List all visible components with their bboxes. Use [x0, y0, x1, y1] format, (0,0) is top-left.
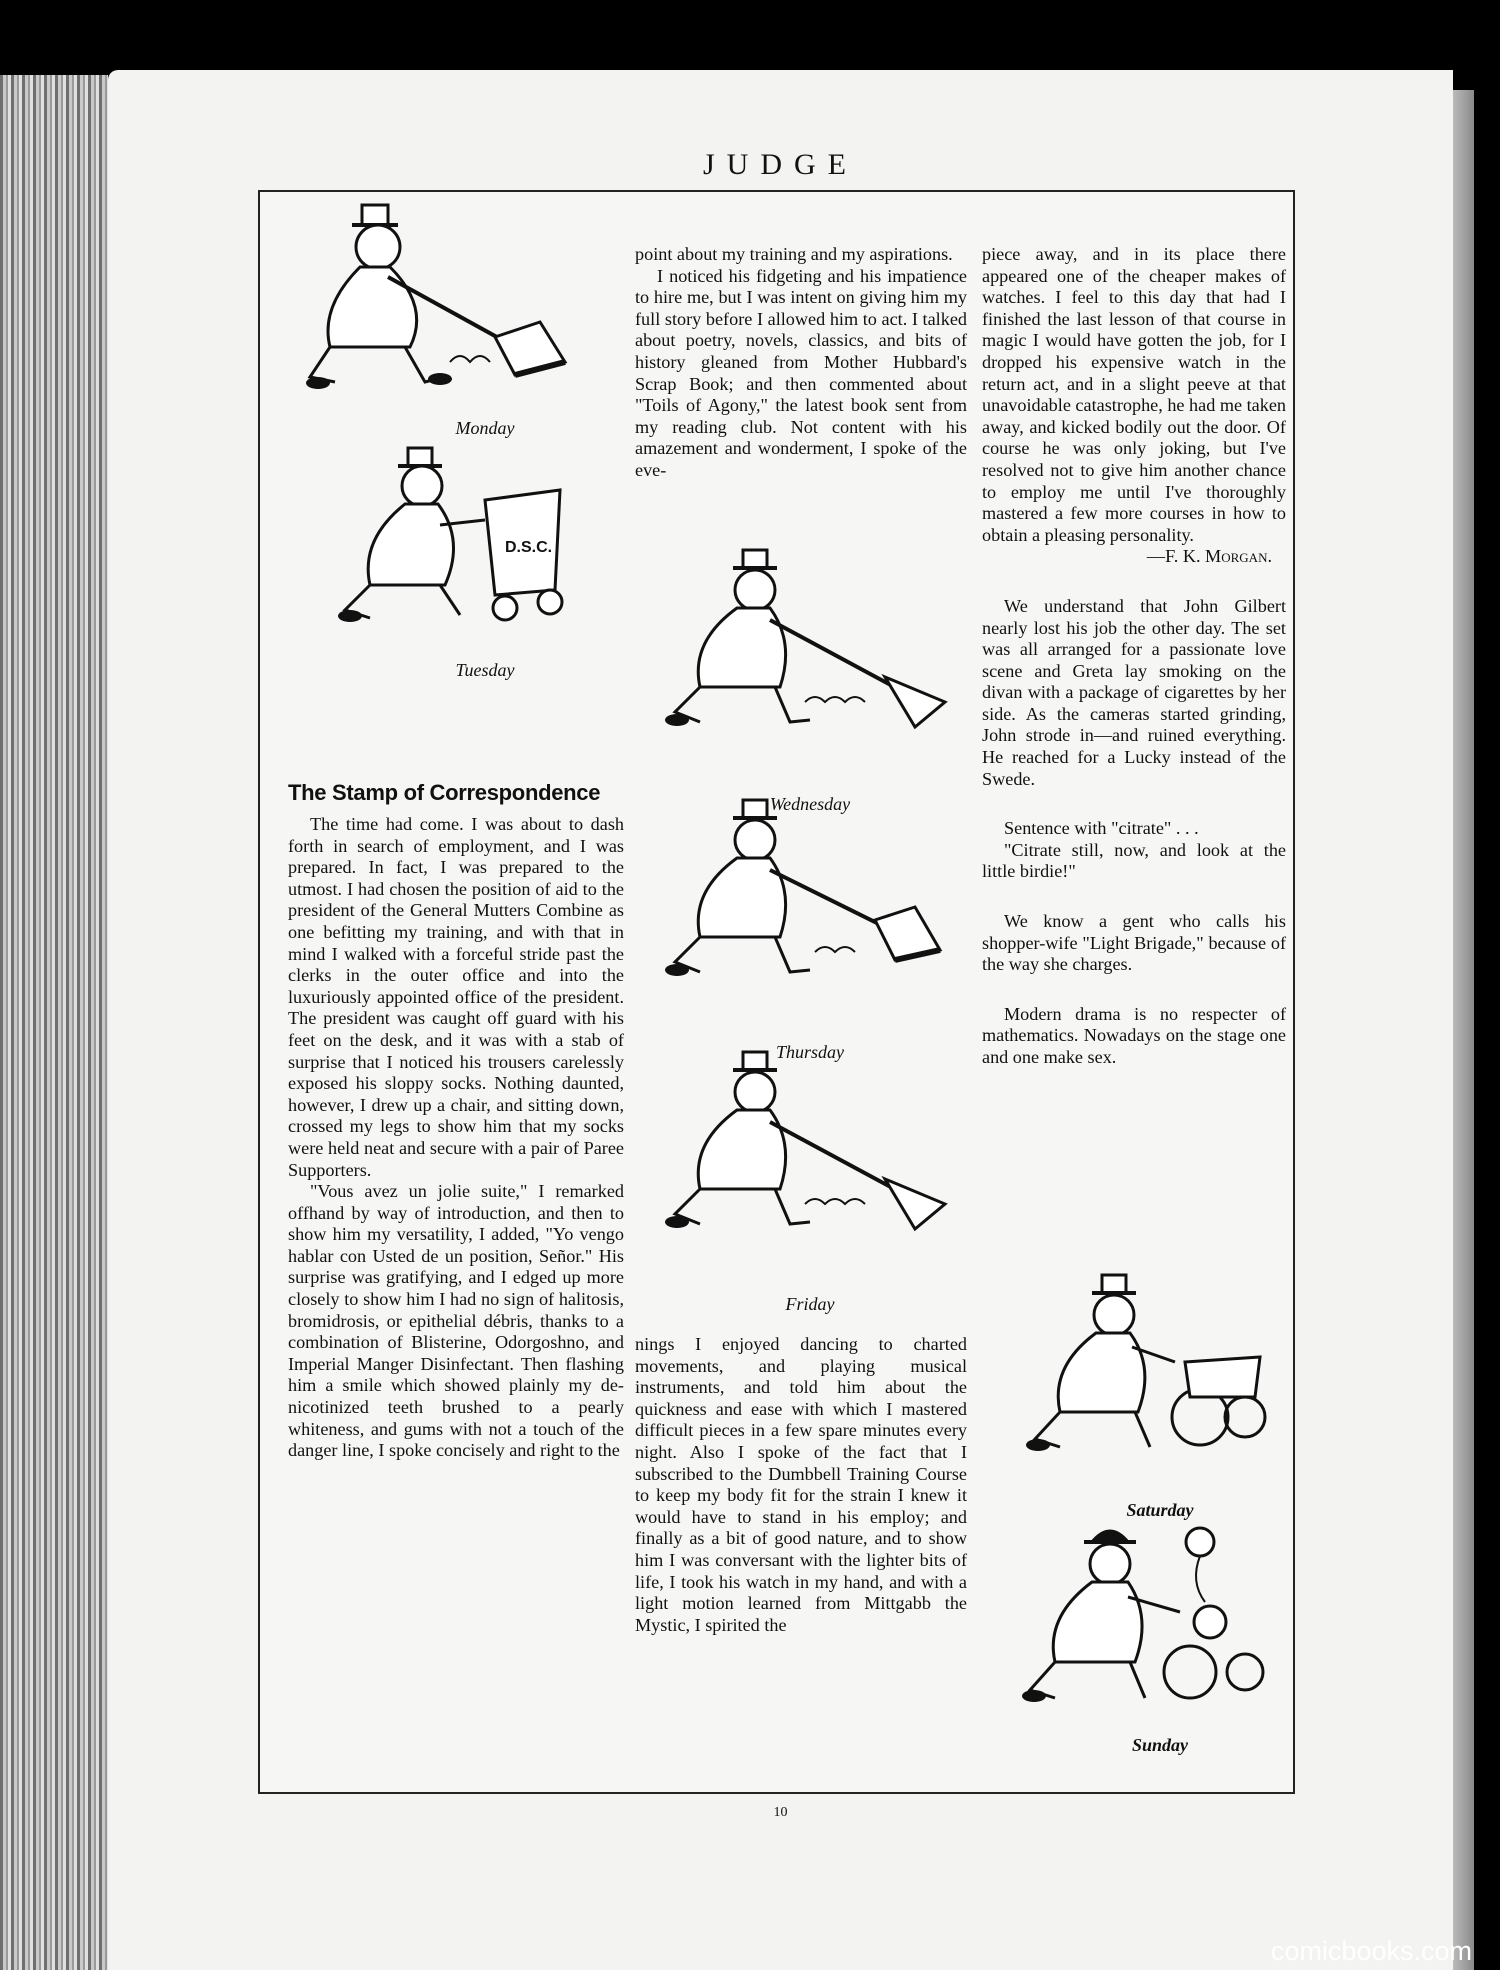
book-right-edge: [1452, 90, 1474, 1970]
filler-paragraph: We understand that John Gilbert nearly lost his job the other day. The set was all arranged for a passionate love scene and Greta lay smoking on the divan with a package of cigarettes by her side. As the cameras started grinding, John strode in—and ruined everything. He reached for a Lucky instead of the Swede.: [982, 595, 1286, 789]
filler-paragraph: Sentence with "citrate" . . .: [1004, 818, 1199, 839]
article-paragraph: point about my training and my aspirations.: [635, 244, 953, 264]
can-label: D.S.C.: [505, 539, 553, 556]
article-column-2-top: [635, 244, 967, 482]
article-column-2-bottom: [635, 1334, 967, 1636]
caption-wednesday: Wednesday: [769, 794, 851, 814]
cartoon-wednesday: [655, 542, 955, 742]
byline: —F. K. Morgan.: [1146, 546, 1272, 567]
cartoon-friday: [655, 1044, 955, 1244]
watermark: comicbooks.com: [1270, 1936, 1472, 1966]
filler-paragraph: We know a gent who calls his shopper-wife "Light Brigade," because of the way she charges.: [982, 911, 1286, 975]
magazine-page: [108, 70, 1453, 1970]
caption-monday: Monday: [455, 418, 515, 438]
cartoon-thursday: [655, 792, 955, 992]
cartoon-tuesday: [320, 440, 580, 640]
article-paragraph: piece away, and in its place there appeared one of the cheaper makes of watches. I feel to this day that had I finished the last lesson of that course in magic I would have gotten the job, for I dropped his expensive watch in the return act, and in a slight peeve at that unavoidable catastrophe, he had me taken away, and kicked bodily out the door. Of course he was only joking, but I've resolved not to give him another chance to employ me until I've thoroughly mastered a few more courses in how to obtain a pleasing personality.: [982, 244, 1287, 545]
cartoon-monday: [290, 197, 570, 397]
caption-sunday: Sunday: [1131, 1735, 1189, 1755]
article-title: The Stamp of Correspondence: [288, 780, 601, 805]
filler-paragraph: Modern drama is no respecter of mathematics. Nowadays on the stage one and one make sex.: [982, 1003, 1286, 1067]
masthead: JUDGE: [703, 148, 858, 181]
article-frame: [258, 190, 1295, 1794]
caption-saturday: Saturday: [1126, 1500, 1194, 1520]
caption-friday: Friday: [785, 1294, 835, 1314]
article-paragraph: The time had come. I was about to dash forth in search of employment, and I was prepared. In fact, I was prepared to the utmost. I had chosen the position of aid to the president of the General Mutters Combine as one befitting my training, and with that in mind I walked with a forceful stride past the clerks in the outer office and into the luxuriously appointed office of the president. The president was caught off guard with his feet on the desk, and it was with a stab of surprise that I noticed his trousers carelessly exposed his sloppy socks. Nothing daunted, however, I drew up a chair, and sitting down, crossed my legs to show him that my socks were held neat and secure with a pair of Paree Supporters.: [288, 814, 624, 1180]
cartoon-sunday: [1010, 1512, 1280, 1722]
article-paragraph: "Vous avez un jolie suite," I remarked offhand by way of introduction, and then to show him my versatility, I added, "Yo vengo hablar con Usted de un position, Señor." His surprise was gratifying, and I edged up more closely to show him I had no sign of halitosis, bromidrosis, or epithelial débris, thanks to a combination of Blisterine, Odorgoshno, and Imperial Manger Disinfectant. Then flashing him a smile which showed plainly my de-nicotinized teeth brushed to a pearly whiteness, and gums with not a touch of the danger line, I spoke concisely and right to the: [288, 1181, 624, 1461]
article-paragraph: I noticed his fidgeting and his impatience to hire me, but I was intent on giving him my full story before I allowed him to act. I talked about poetry, novels, classics, and bits of history gleaned from Mother Hubbard's Scrap Book; and then commented about "Toils of Agony," the latest book sent from my reading club. Not content with his amazement and wonderment, I spoke of the eve-: [635, 265, 967, 480]
caption-tuesday: Tuesday: [455, 660, 515, 680]
article-column-1: [288, 814, 624, 1462]
cartoon-saturday: [1010, 1267, 1280, 1467]
page-number: 10: [773, 1805, 788, 1820]
book-page-edges: [0, 75, 108, 1970]
article-column-3: [982, 244, 1286, 1069]
caption-thursday: Thursday: [775, 1042, 844, 1062]
filler-paragraph: "Citrate still, now, and look at the little birdie!": [982, 839, 1286, 882]
article-paragraph: nings I enjoyed dancing to charted movements, and playing musical instruments, and told him about the quickness and ease with which I mastered difficult pieces in a few spare minutes every night. Also I spoke of the fact that I subscribed to the Dumbbell Training Course to keep my body fit for the strain I knew it would have to stand in his employ; and finally as a bit of good nature, and to show him I was conversant with the lighter bits of life, I took his watch in my hand, and with a light motion learned from Mittgabb the Mystic, I spirited the: [635, 1334, 967, 1635]
